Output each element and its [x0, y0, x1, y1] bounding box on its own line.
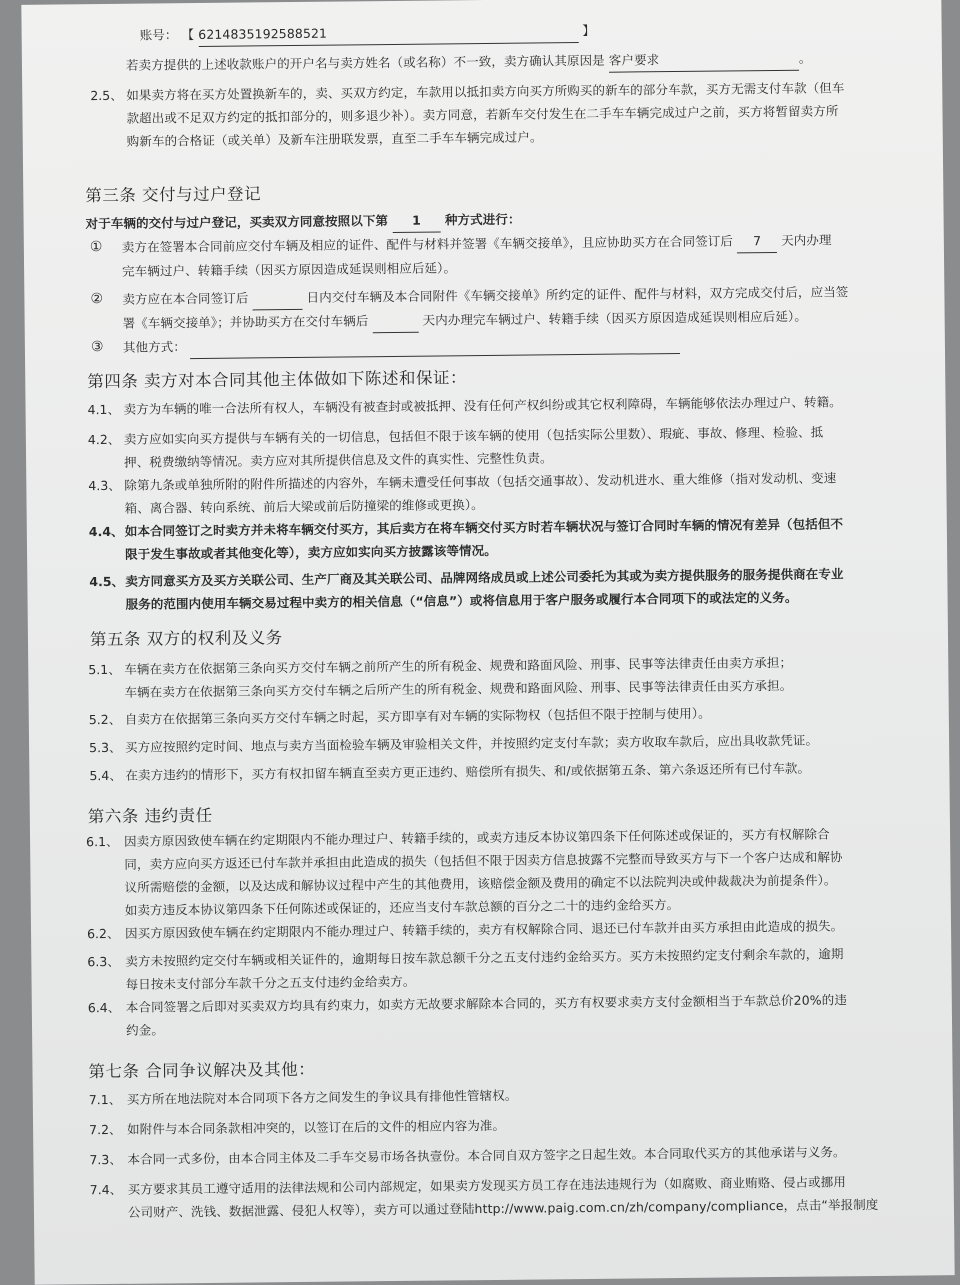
clause-line: 因买方原因致使车辆在约定期限内不能办理过户、转籍手续的，卖方有权解除合同、退还已付车款并由买方承担由此造成的损失。 [124, 918, 844, 941]
clause-2-5-text [126, 76, 845, 153]
article-3-intro-end: 种方式进行： [444, 211, 521, 228]
clause-text [125, 702, 711, 731]
clause-number: 5.3、 [89, 739, 122, 756]
option-2-text [122, 280, 848, 336]
option-1-text [122, 228, 832, 282]
clause-text [125, 562, 844, 616]
clause-line: 买方所在地法院对本合同项下各方之间发生的争议具有排他性管辖权。 [126, 1087, 518, 1107]
clause-line: 款超出或不足双方约定的抵扣部分的，则多退少补）。卖方同意，若新车交付发生在二手车车辆完成过户之前，买方将暂留卖方所 [126, 103, 839, 126]
clause-text [127, 1084, 518, 1111]
option-1-days-value: 7 [752, 233, 762, 249]
option-3-blank [190, 330, 680, 359]
clause-number: 4.2、 [87, 431, 121, 448]
clause-line: 如附件与本合同条款相冲突的，以签订在后的文件的相应内容为准。 [127, 1117, 506, 1137]
clause-number: 6.2、 [86, 925, 120, 942]
clause-line: 每日按未支付部分车款千分之五支付违约金给卖方。 [125, 973, 416, 992]
clause-line: 押、税费缴纳等情况。卖方应对其所提供信息及文件的真实性、完整性负责。 [124, 450, 553, 470]
clause-number: 7.1、 [88, 1091, 122, 1108]
clause-line: 除第九条或单独所附的附件所描述的内容外，车辆未遭受任何事故（包括交通事故）、发动机进水、重大维修（指对发动机、变速 [124, 470, 837, 493]
clause-number: 7.3、 [89, 1151, 122, 1168]
clause-line: 公司财产、洗钱、数据泄露、侵犯人权等），卖方可以通过登陆http://www.paig.com.cn/zh/company/compliance，点击“举报制度 [127, 1196, 879, 1220]
clause-line: 约金。 [125, 1022, 164, 1038]
clause-text [125, 512, 844, 566]
clause-line: 如本合同签订之时卖方并未将车辆交付买方，其后卖方在将车辆交付买方时若车辆状况与签订合同时车辆的情况有差异（包括但不 [124, 516, 844, 539]
clause-text [125, 942, 844, 996]
clause-number: 5.1、 [88, 661, 121, 678]
account-number [198, 19, 578, 47]
clause-number: 4.4、 [88, 523, 124, 540]
mismatch-text: 若卖方提供的上述收款账户的开户名与卖方姓名（或名称）不一致，卖方确认其原因是 [125, 52, 605, 73]
mismatch-end: 。 [798, 50, 812, 66]
article-5-title: 第五条 双方的权利及义务 [89, 628, 283, 650]
account-label: 账号： [139, 27, 178, 43]
clause-line: 议所需赔偿的金额，以及达成和解协议过程中产生的其他费用，该赔偿金额及费用的确定不以法院判决或仲裁裁决为前提条件）。 [124, 872, 837, 895]
option-2-marker: ② [90, 291, 104, 308]
clause-line: 卖方为车辆的唯一合法所有权人，车辆没有被查封或被抵押、没有任何产权纠纷或其它权利障碍，车辆能够依法办理过户、转籍。 [123, 394, 842, 417]
clause-text [124, 822, 843, 922]
article-3-method-value: 1 [411, 212, 421, 228]
option-2-days2-blank [372, 309, 418, 333]
clause-2-5-number: 2.5、 [90, 87, 123, 104]
clause-text [124, 651, 792, 704]
option-2-line2: 署《车辆交接单》；并协助买方在交付车辆后 [122, 313, 369, 331]
option-1-line2: 完车辆过户、转籍手续（因买方原因造成延误则相应后延）。 [122, 260, 457, 279]
account-close-bracket: 】 [582, 22, 595, 38]
clause-line: 因卖方原因致使车辆在约定期限内不能办理过户、转籍手续的，或卖方违反本协议第四条下任何陈述或保证的，买方有权解除合 [124, 826, 830, 849]
clause-number: 6.1、 [86, 833, 119, 850]
clause-text [126, 988, 848, 1042]
option-2-line2-end: 天内办理完车辆过户、转籍手续（因买方原因造成延误则相应后延）。 [422, 308, 807, 328]
clause-line: 箱、离合器、转向系统、前后大梁或前后防撞梁的维修或更换）。 [124, 497, 484, 516]
clause-text [124, 420, 824, 473]
article-4-title: 第四条 卖方对本合同其他主体做如下陈述和保证： [87, 368, 468, 392]
article-6-title: 第六条 违约责任 [87, 805, 213, 827]
clause-number: 6.3、 [87, 953, 120, 970]
clause-text [128, 1170, 879, 1224]
clause-line: 如卖方违反本协议第四条下任何陈述或保证的，还应当支付车款总额的百分之二十的违约金给买方。 [124, 897, 680, 918]
option-3-marker: ③ [90, 339, 104, 356]
clause-number: 5.2、 [88, 711, 122, 728]
clause-text [127, 1114, 505, 1141]
article-3-title: 第三条 交付与过户登记 [85, 184, 262, 206]
option-2-line1: 卖方应在本合同签订后 [122, 290, 249, 307]
clause-line: 服务的范围内使用车辆交易过程中卖方的相关信息（“信息”）或将信息用于客户服务或履行本合同项下的或法定的义务。 [125, 589, 798, 612]
article-3-intro-text: 对于车辆的交付与过户登记，买卖双方同意按照以下第 [85, 213, 389, 232]
clause-line: 车辆在卖方在依据第三条向买方交付车辆之前所产生的所有税金、规费和路面风险、刑事、民事等法律责任由卖方承担； [124, 654, 793, 677]
account-number-value: 6214835192588521 [198, 25, 328, 43]
clause-text [125, 729, 818, 759]
clause-line: 在卖方违约的情形下，买方有权扣留车辆直至卖方更正违约、赔偿所有损失、和/或依据第五条、第六条返还所有已付车款。 [125, 760, 811, 783]
clause-text [127, 1140, 845, 1171]
clause-line: 购新车的合格证（或关单）及新车注册联发票，直至二手车车辆完成过户。 [126, 129, 543, 149]
clause-line: 买方应按照约定时间、地点与卖方当面检验车辆及审验相关文件，并按照约定支付车款；卖方收取车款后，应出具收款凭证。 [125, 732, 819, 755]
clause-number: 5.4、 [89, 767, 122, 784]
option-2-line1-end: 日内交付车辆及本合同附件《车辆交接单》所约定的证件、配件与材料，双方完成交付后，应当签 [306, 284, 849, 305]
clause-line: 卖方同意买方及买方关联公司、生产厂商及其关联公司、品牌网络成员或上述公司委托为其或为卖方提供服务的服务提供商在专业 [125, 566, 844, 589]
clause-line: 同，卖方应向买方返还已付车款并承担由此造成的损失（包括但不限于因卖方信息披露不完整而导致买方与下一个客户达成和解协 [124, 849, 843, 872]
clause-line: 买方要求其员工遵守适用的法律法规和公司内部规定，如果卖方发现买方员工存在违法违规行为（如腐败、商业贿赂、侵占或挪用 [127, 1174, 846, 1197]
clause-number: 6.4、 [87, 999, 121, 1016]
clause-number: 7.2、 [89, 1121, 122, 1138]
clause-line: 卖方应如实向买方提供与车辆有关的一切信息，包括但不限于该车辆的使用（包括实际公里数）、瑕疵、事故、修理、检验、抵 [123, 424, 824, 447]
article-7-title: 第七条 合同争议解决及其他： [88, 1059, 316, 1082]
clause-line: 车辆在卖方在依据第三条向买方交付车辆之后所产生的所有税金、规费和路面风险、刑事、民事等法律责任由买方承担。 [124, 677, 793, 700]
account-open-bracket: 【 [181, 27, 195, 43]
option-1-days [737, 229, 777, 253]
clause-line: 自卖方在依据第三条向买方交付车辆之时起，买方即享有对车辆的实际物权（包括但不限于控制与使用）。 [124, 705, 711, 727]
option-3-label: 其他方式： [122, 339, 187, 355]
clause-text [124, 466, 836, 519]
article-3-method-number [392, 208, 440, 233]
mismatch-line [126, 47, 812, 78]
option-3-text [123, 330, 680, 360]
contract-page [21, 0, 954, 1285]
clause-line: 本合同一式多份，由本合同主体及二手车交易市场各执壹份。本合同自双方签字之日起生效。本合同取代买方的其他承诺与义务。 [127, 1144, 846, 1167]
option-2-days-blank [252, 286, 302, 311]
clause-line: 如果卖方将在买方处置换新车的，卖、买双方约定，车款用以抵扣卖方向买方所购买的新车的部分车款，买方无需支付车款（但车 [126, 80, 845, 103]
mismatch-reason [609, 47, 799, 73]
mismatch-reason-value: 客户要求 [608, 52, 660, 68]
clause-line: 本合同签署之后即对买卖双方均具有约束力，如卖方无故要求解除本合同的，买方有权要求卖方支付金额相当于车款总价20%的违 [125, 992, 847, 1015]
clause-text [123, 390, 841, 421]
clause-number: 4.3、 [88, 477, 121, 494]
account-line [140, 19, 595, 48]
clause-number: 4.5、 [89, 573, 125, 590]
clause-line: 卖方未按照约定交付车辆或相关证件的，逾期每日按车款总额千分之五支付违约金给买方。买方未按照约定支付剩余车款的，逾期 [125, 946, 844, 969]
clause-line: 限于发生事故或者其他变化等），卖方应如实向买方披露该等情况。 [125, 542, 497, 562]
option-1-marker: ① [89, 239, 103, 256]
clause-text [125, 757, 810, 787]
clause-number: 4.1、 [87, 401, 121, 418]
option-1-line1: 卖方在签署本合同前应交付车辆及相应的证件、配件与材料并签署《车辆交接单》，且应协助买方在合同签订后 [121, 233, 734, 255]
option-1-line1-end: 天内办理 [781, 232, 832, 248]
clause-number: 7.4、 [89, 1181, 123, 1198]
